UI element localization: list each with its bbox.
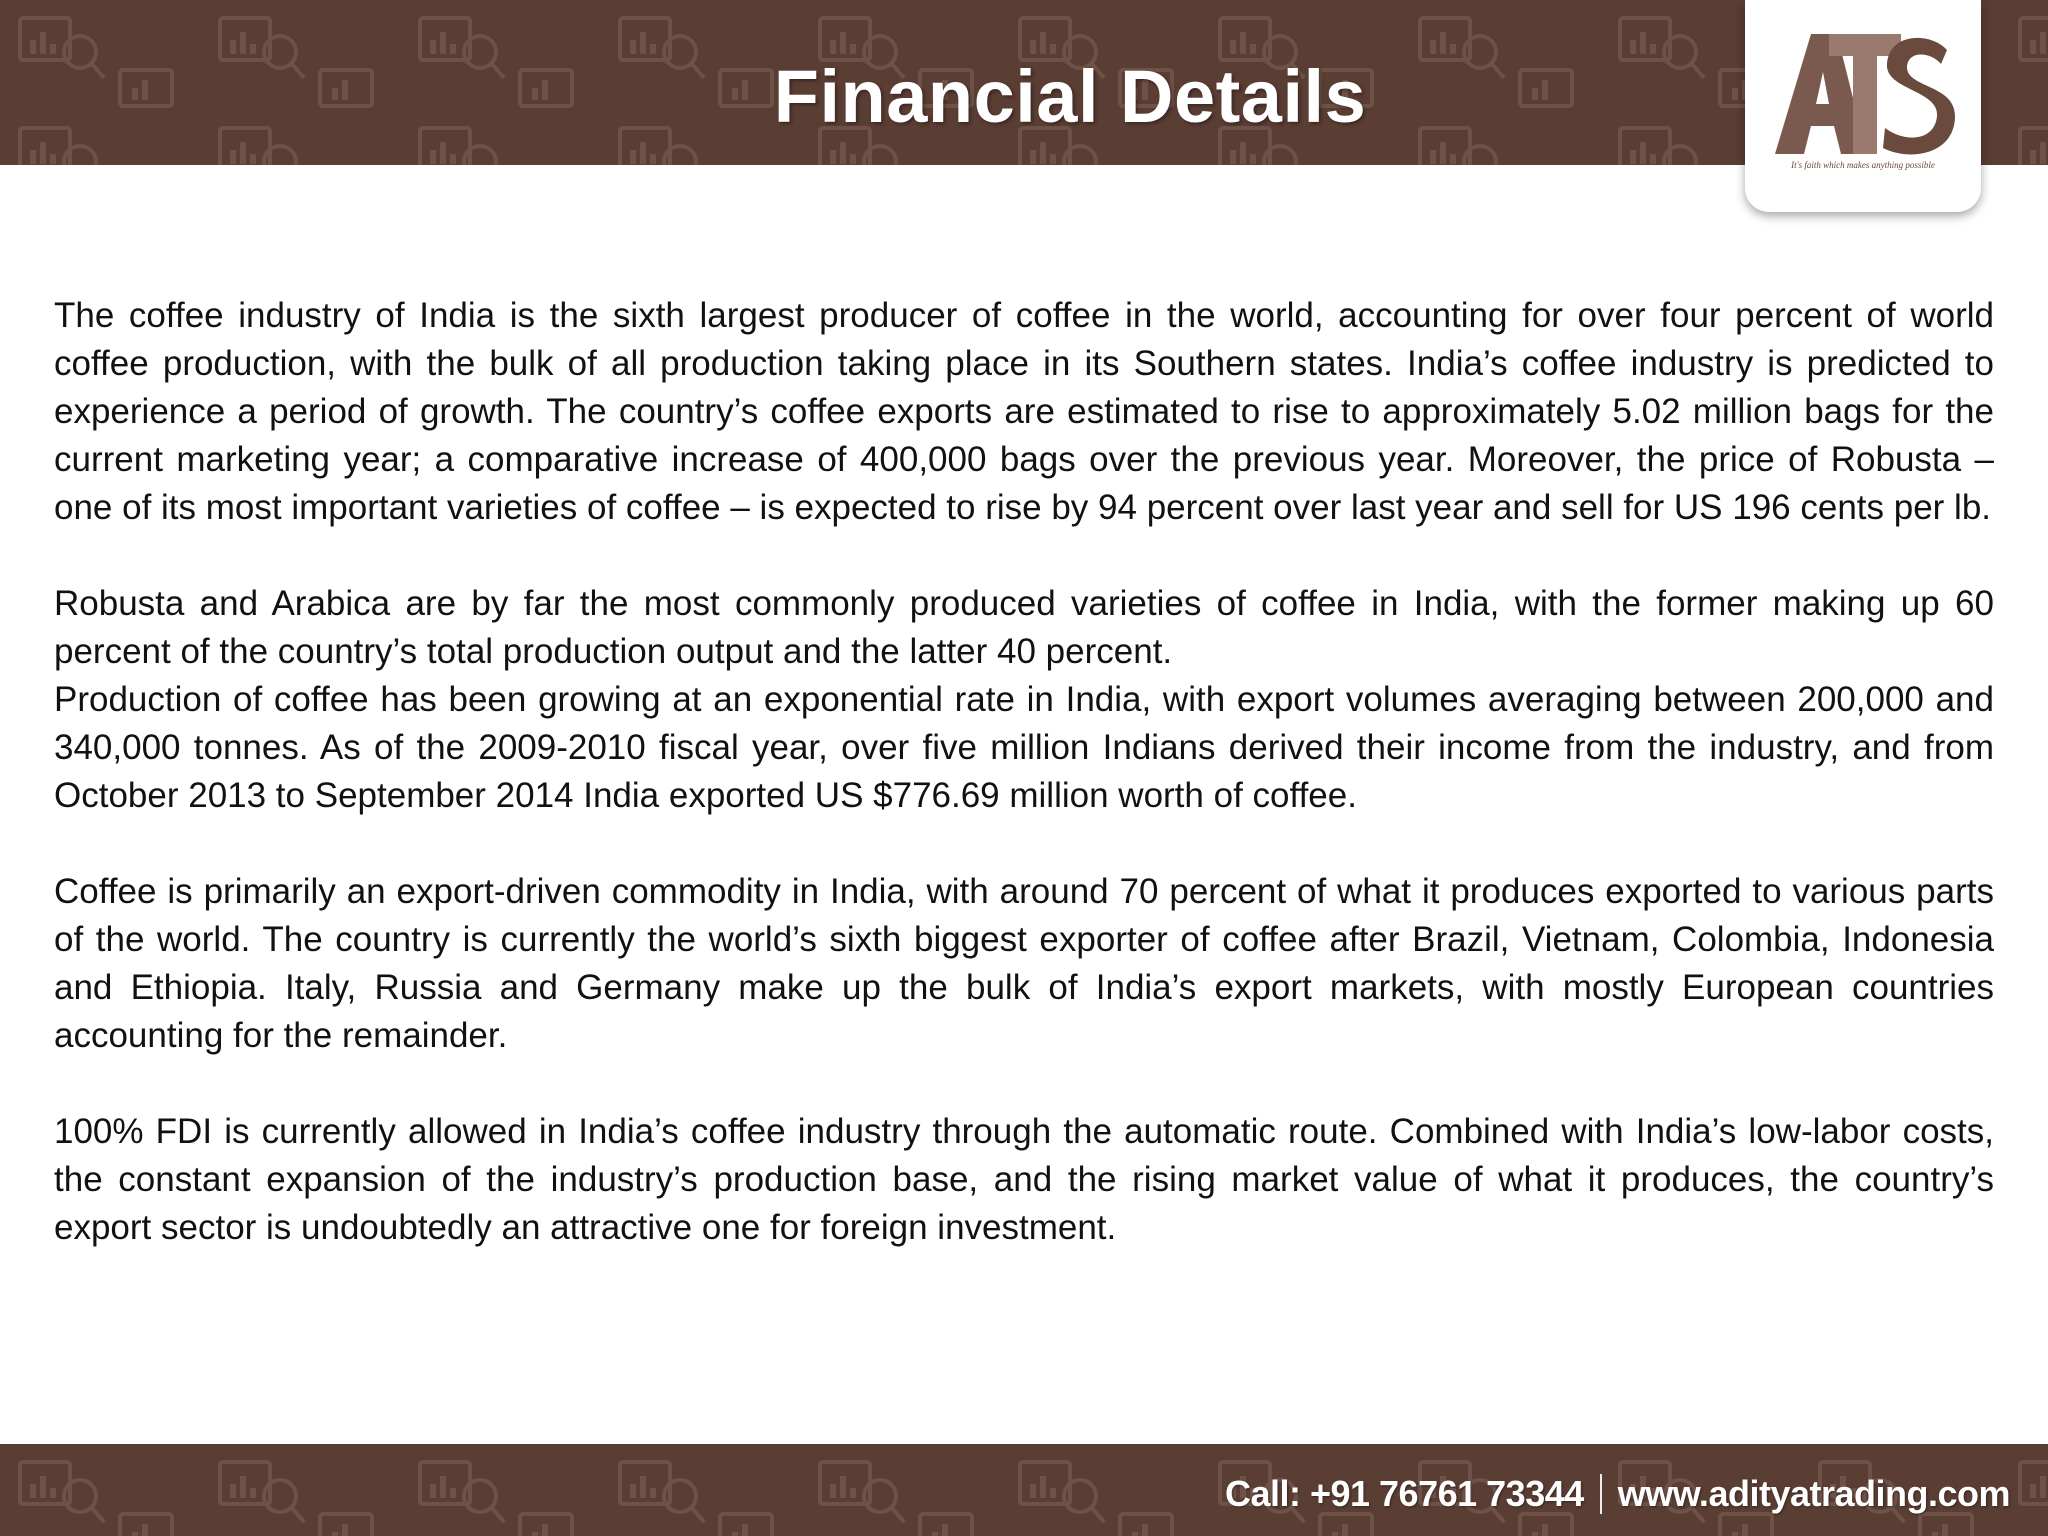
paragraph-exports: Coffee is primarily an export-driven commodity in India, with around 70 percent of what it produces exported to various parts of the world. The country is currently the world’s sixth biggest exporter of coffee after Brazil, Vietnam, Colombia, Indonesia and Ethiopia. Italy, Russia and Germany make up the bulk of India’s export markets, with mostly European countries accounting for the remainder. xyxy=(54,872,1994,1055)
spacer xyxy=(54,532,1994,580)
ats-logo-icon xyxy=(1771,28,1955,158)
ats-logo xyxy=(1745,0,1981,212)
divider xyxy=(1600,1474,1602,1514)
spacer xyxy=(54,820,1994,868)
paragraph-production-growth: Production of coffee has been growing at an exponential rate in India, with export volumes averaging between 200,000 and 340,000 tonnes. As of the 2009-2010 fiscal year, over five million Indians derived their income from the industry, and from October 2013 to September 2014 India exported US $776.69 million worth of coffee. xyxy=(54,680,1994,815)
page-title: Financial Details xyxy=(773,55,1367,138)
footer-bar xyxy=(0,1444,2048,1536)
logo-tagline: It's faith which makes anything possible xyxy=(1791,160,1935,170)
header-bar xyxy=(0,0,2048,165)
website-link[interactable]: www.adityatrading.com xyxy=(1617,1473,2010,1514)
phone-number[interactable]: Call: +91 76761 73344 xyxy=(1224,1473,1584,1514)
contact-info xyxy=(1225,1472,2010,1516)
paragraph-varieties: Robusta and Arabica are by far the most commonly produced varieties of coffee in India, with the former making up 60 percent of the country’s total production output and the latter 40 percent. xyxy=(54,584,1994,671)
paragraph-fdi: 100% FDI is currently allowed in India’s coffee industry through the automatic route. Combined with India’s low-labor costs, the constant expansion of the industry’s production base, and the rising market value of what it produces, the country’s export sector is undoubtedly an attractive one for foreign investment. xyxy=(54,1112,1994,1247)
spacer xyxy=(54,1060,1994,1108)
body-content xyxy=(54,292,1994,1252)
paragraph-industry-overview: The coffee industry of India is the sixth largest producer of coffee in the world, accounting for over four percent of world coffee production, with the bulk of all production taking place in its Southern states. India’s coffee industry is predicted to experience a period of growth. The country’s coffee exports are estimated to rise to approximately 5.02 million bags for the current marketing year; a comparative increase of 400,000 bags over the previous year. Moreover, the price of Robusta – one of its most important varieties of coffee – is expected to rise by 94 percent over last year and sell for US 196 cents per lb. xyxy=(54,296,1994,527)
